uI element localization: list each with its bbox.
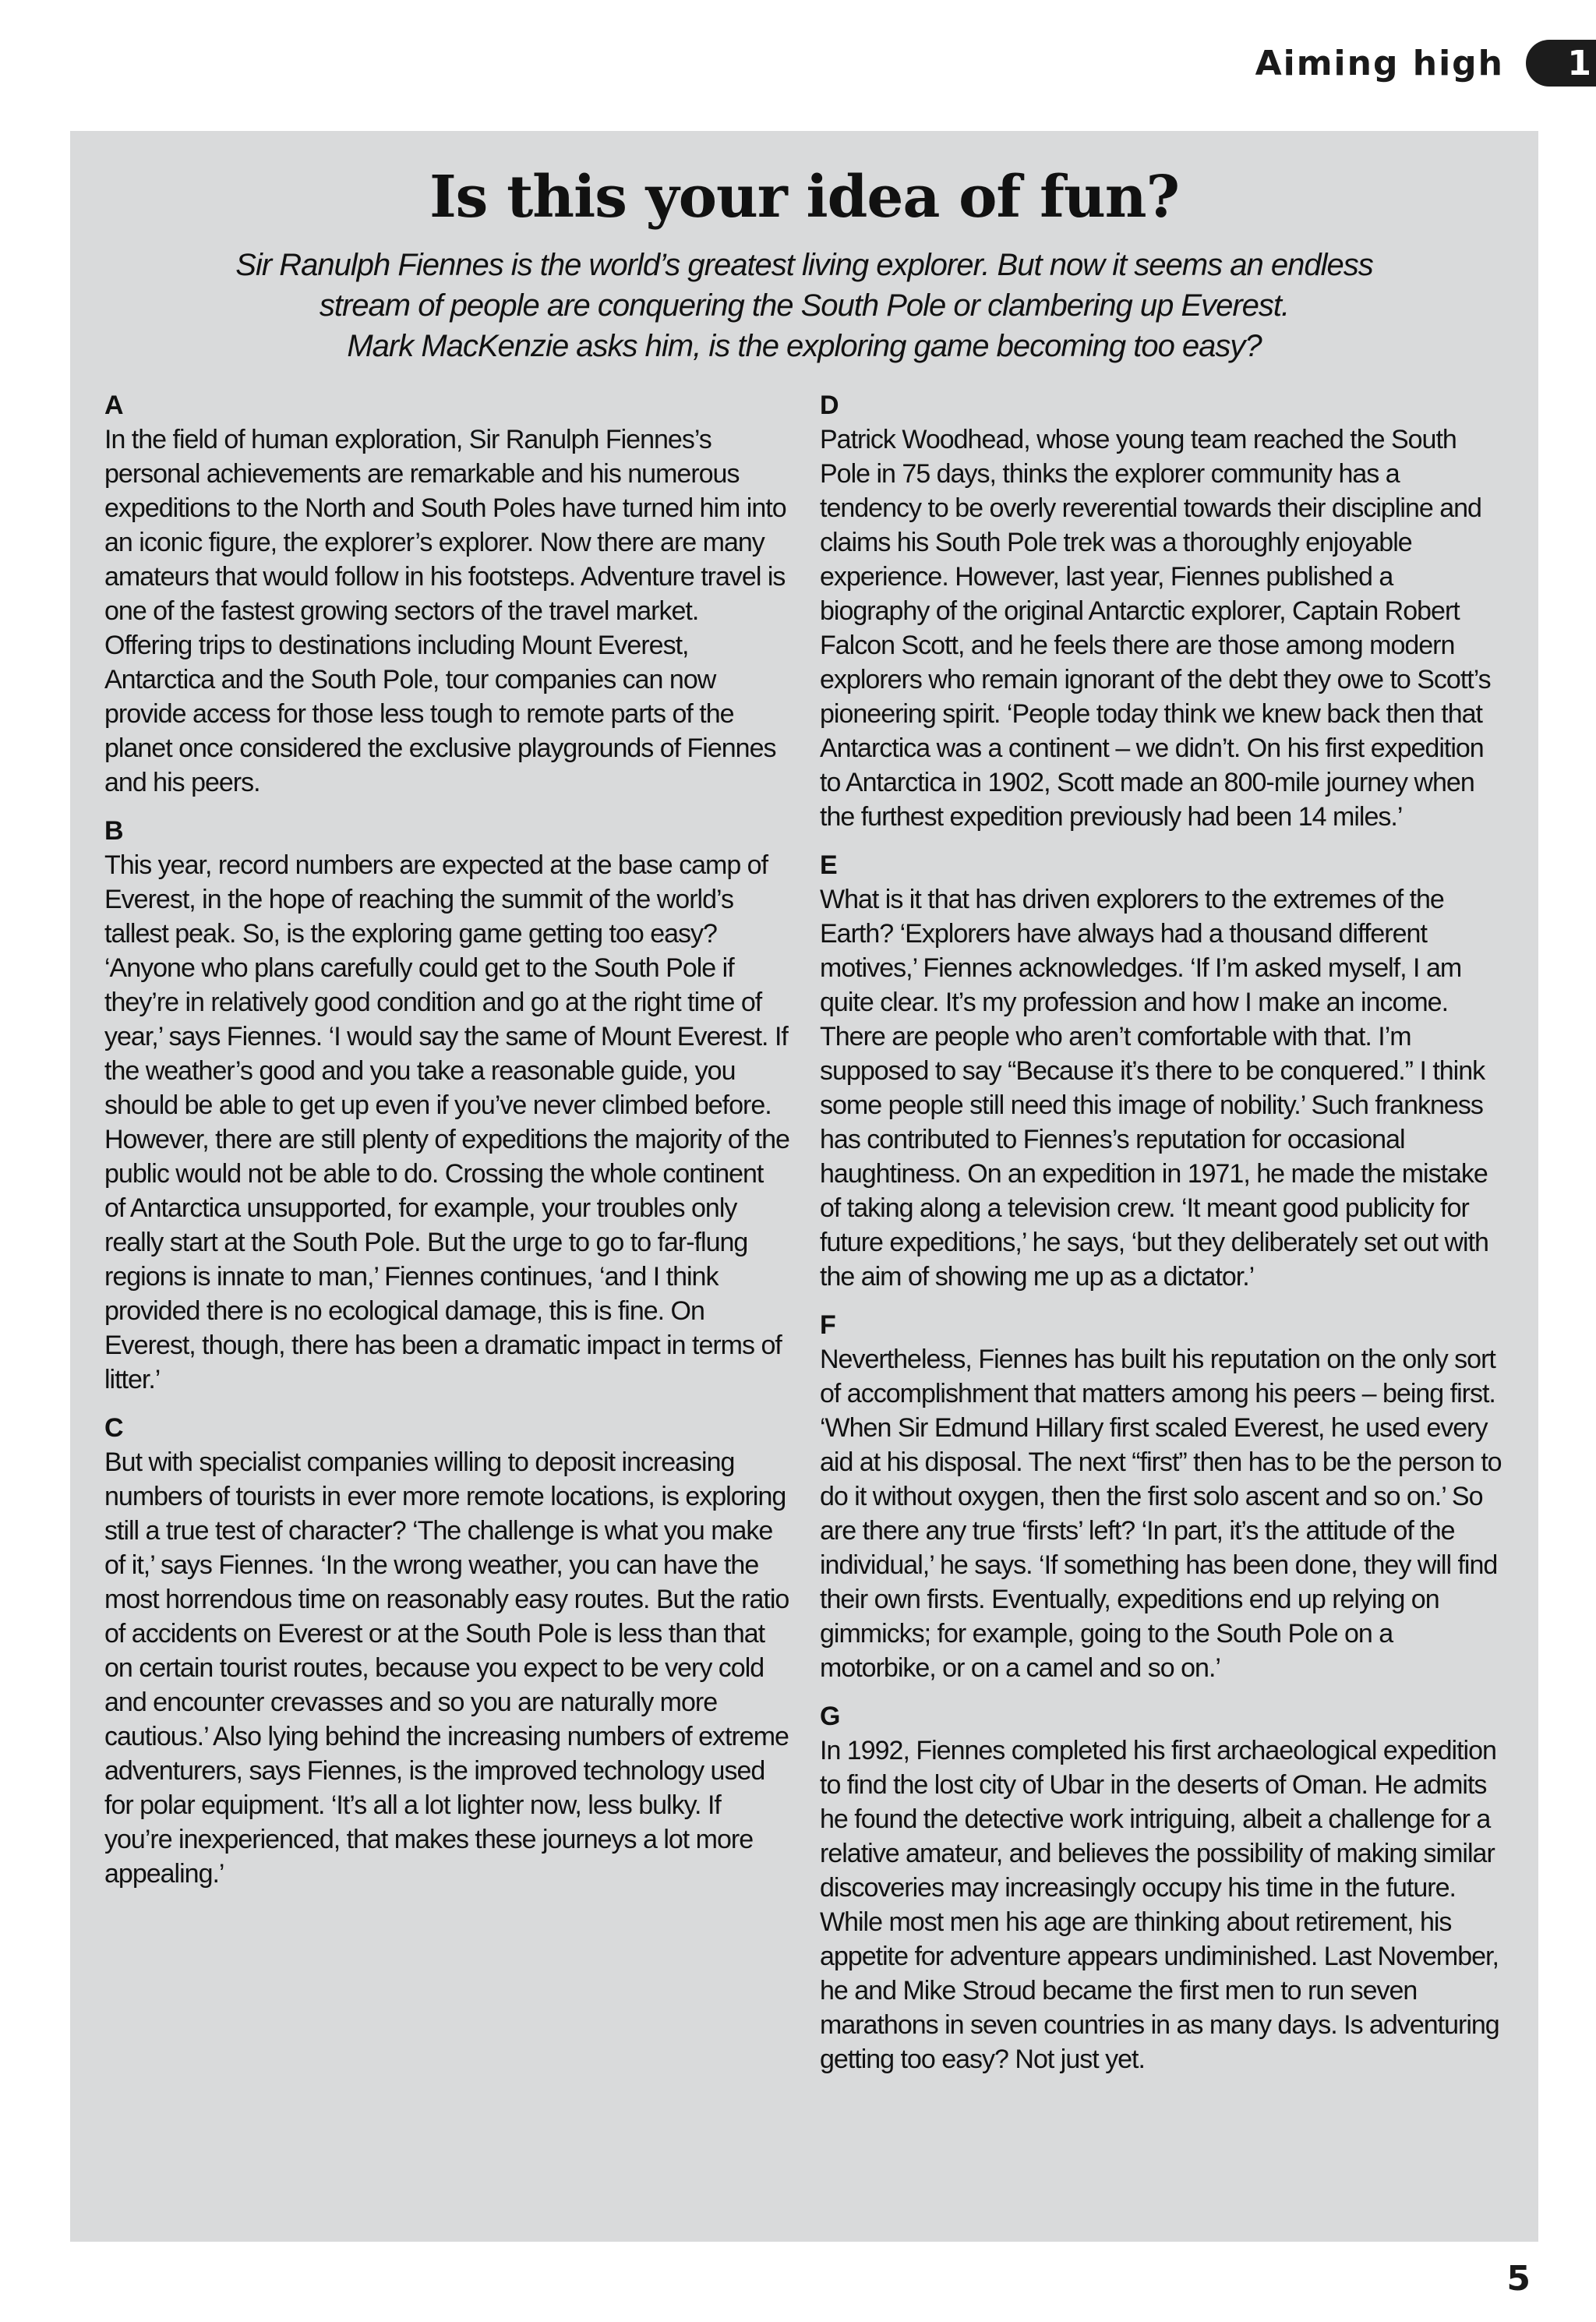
section-b <box>104 814 790 1397</box>
article-standfirst <box>70 245 1538 366</box>
standfirst-line: stream of people are conquering the South Pole or clambering up Everest. <box>319 288 1290 323</box>
section-g <box>820 1699 1506 2076</box>
section-letter: D <box>820 391 839 420</box>
section-text: Patrick Woodhead, whose young team reached the South Pole in 75 days, thinks the explorer community has a tendency to be overly reverential towards their discipline and claims his South Pole trek was a thoroughly enjoyable experience. However, last year, Fiennes published a biography of the original Antarctic explorer, Captain Robert Falcon Scott, and he feels there are those among modern explorers who remain ignorant of the debt they owe to Scott’s pioneering spirit. ‘People today think we knew back then that Antarctica was a continent – we didn’t. On his first expedition to Antarctica in 1902, Scott made an 800-mile journey when the furthest expedition previously had been 14 miles.’ <box>820 425 1491 832</box>
right-column <box>820 388 1506 2091</box>
section-f <box>820 1308 1506 1685</box>
section-a <box>104 388 790 800</box>
section-e <box>820 848 1506 1294</box>
section-text: But with specialist companies willing to deposit increasing numbers of tourists in ever more remote locations, is exploring still a true test of character? ‘The challenge is what you make of it,’ says Fiennes. ‘In the wrong weather, you can have the most horrendous time on reasonably easy routes. But the ratio of accidents on Everest or at the South Pole is less than that on certain tourist routes, because you expect to be very cold and encounter crevasses and so you are naturally more cautious.’ Also lying behind the increasing numbers of extreme adventurers, says Fiennes, is the improved technology used for polar equipment. ‘It’s all a lot lighter now, less bulky. If you’re inexperienced, that makes these journeys a lot more appealing.’ <box>104 1447 789 1889</box>
section-letter: G <box>820 1702 840 1731</box>
section-letter: F <box>820 1310 835 1340</box>
section-c <box>104 1411 790 1891</box>
section-letter: C <box>104 1413 123 1443</box>
standfirst-line: Sir Ranulph Fiennes is the world’s greatest living explorer. But now it seems an endless <box>235 248 1373 282</box>
section-text: In 1992, Fiennes completed his first archaeological expedition to find the lost city of Ubar in the deserts of Oman. He admits he found the detective work intriguing, albeit a challenge for a relative amateur, and believes the possibility of making similar discoveries may increasingly occupy his time in the future. While most men his age are thinking about retirement, his appetite for adventure appears undiminished. Last November, he and Mike Stroud became the first men to run seven marathons in seven countries in as many days. Is adventuring getting too easy? Not just yet. <box>820 1736 1499 2074</box>
section-text: Nevertheless, Fiennes has built his reputation on the only sort of accomplishment that matters among his peers – being first. ‘When Sir Edmund Hillary first scaled Everest, he used every aid at his disposal. The next “first” then has to be the person to do it without oxygen, then the first solo ascent and so on.’ So are there any true ‘firsts’ left? ‘In part, it’s the attitude of the individual,’ he says. ‘If something has been done, they will find their own firsts. Eventually, expeditions end up relying on gimmicks; for example, going to the South Pole on a motorbike, or on a camel and so on.’ <box>820 1345 1502 1683</box>
section-text: What is it that has driven explorers to the extremes of the Earth? ‘Explorers have always had a thousand different motives,’ Fiennes acknowledges. ‘If I’m asked myself, I am quite clear. It’s my profession and how I make an income. There are people who aren’t comfortable with that. I’m supposed to say “Because it’s there to be conquered.” I think some people still need this image of nobility.’ Such frankness has contributed to Fiennes’s reputation for occasional haughtiness. On an expedition in 1971, he made the mistake of taking along a television crew. ‘It meant good publicity for future expeditions,’ he says, ‘but they deliberately set out with the aim of showing me up as a dictator.’ <box>820 885 1488 1292</box>
section-letter: B <box>104 816 123 846</box>
standfirst-line: Mark MacKenzie asks him, is the exploring game becoming too easy? <box>347 329 1262 363</box>
page-number: 5 <box>1506 2259 1531 2299</box>
unit-number-tab: 1 <box>1526 40 1596 87</box>
section-text: This year, record numbers are expected at the base camp of Everest, in the hope of reaching the summit of the world’s tallest peak. So, is the exploring game getting too easy? ‘Anyone who plans carefully could get to the South Pole if they’re in relatively good condition and go at the right time of year,’ says Fiennes. ‘I would say the same of Mount Everest. If the weather’s good and you take a reasonable guide, you should be able to get up even if you’ve never climbed before. However, there are still plenty of expeditions the majority of the public would not be able to do. Crossing the whole continent of Antarctica unsupported, for example, your troubles only really start at the South Pole. But the urge to go to far-flung regions is innate to man,’ Fiennes continues, ‘and I think provided there is no ecological damage, this is fine. On Everest, though, there has been a dramatic impact in terms of litter.’ <box>104 850 789 1394</box>
left-column <box>104 388 790 1905</box>
section-letter: A <box>104 391 123 420</box>
section-title: Aiming high <box>1255 43 1504 83</box>
article-title: Is this your idea of fun? <box>429 164 1179 231</box>
section-d <box>820 388 1506 834</box>
section-text: In the field of human exploration, Sir Ranulph Fiennes’s personal achievements are remarkable and his numerous expeditions to the North and South Poles have turned him into an iconic figure, the explorer’s explorer. Now there are many amateurs that would follow in his footsteps. Adventure travel is one of the fastest growing sectors of the travel market. Offering trips to destinations including Mount Everest, Antarctica and the South Pole, tour companies can now provide access for those less tough to remote parts of the planet once considered the exclusive playgrounds of Fiennes and his peers. <box>104 425 786 797</box>
page-header <box>1255 39 1596 87</box>
article-panel <box>70 131 1538 2242</box>
section-letter: E <box>820 850 837 880</box>
